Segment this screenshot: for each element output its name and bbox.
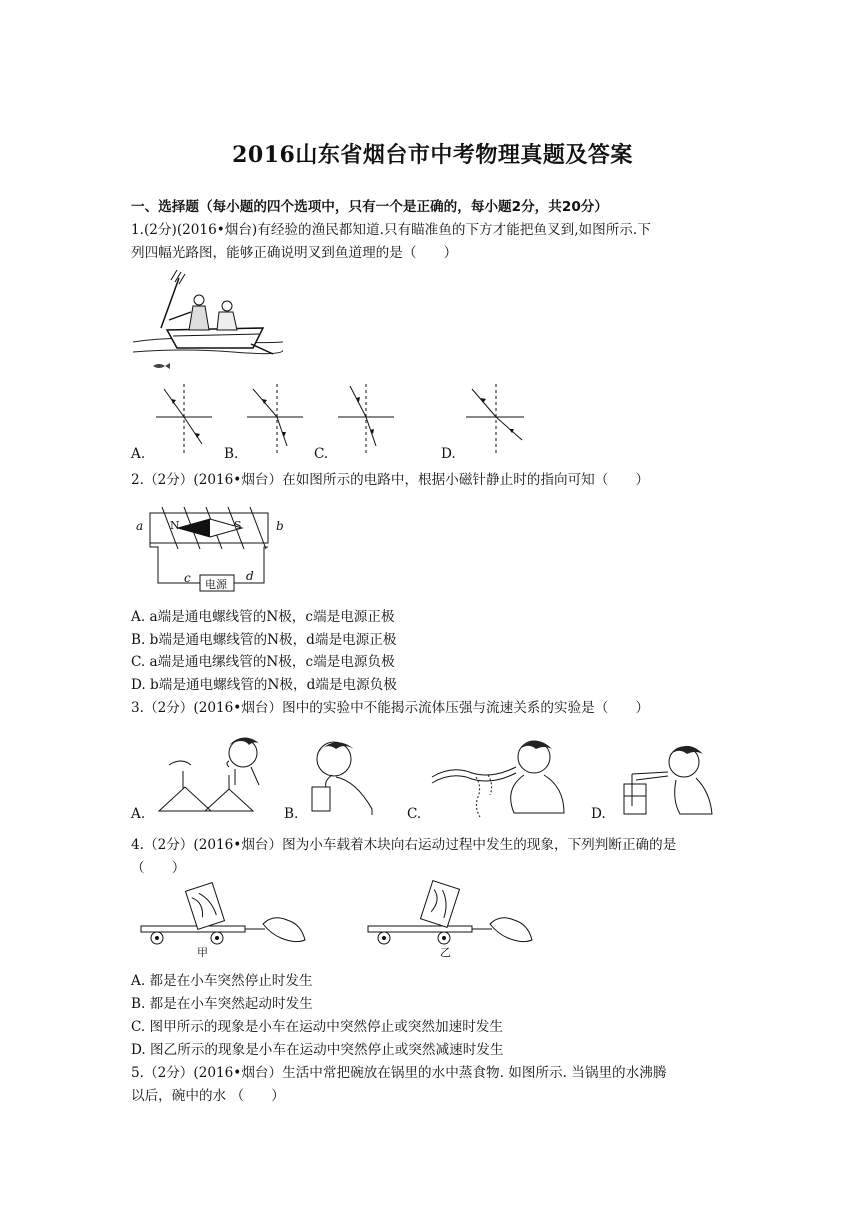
q1-option-b: B. xyxy=(224,446,239,462)
experiment-figure-a xyxy=(155,735,270,817)
figure-label-yi: 乙 xyxy=(440,946,451,959)
q4-option-c: C. 图甲所示的现象是小车在运动中突然停止或突然加速时发生 xyxy=(131,1019,503,1035)
figure-label-jia: 甲 xyxy=(197,946,208,959)
q1-option-c: C. xyxy=(314,446,329,462)
q2-option-d: D. b端是通电螺线管的N极，d端是电源负极 xyxy=(131,677,397,693)
q3-line-1: 3.（2分）(2016•烟台）图中的实验中不能揭示流体压强与流速关系的实验是（ ） xyxy=(131,700,650,716)
q4-line-2: （ ） xyxy=(131,860,186,876)
q1-option-a: A. xyxy=(131,446,146,462)
q3-option-c: C. xyxy=(407,806,422,822)
ray-diagram-c xyxy=(338,384,398,454)
q2-option-b: B. b端是通电螺线管的N极，d端是电源正极 xyxy=(131,632,397,648)
fisherman-boat-figure xyxy=(133,270,283,375)
ray-diagram-d xyxy=(466,384,528,454)
experiment-figure-b xyxy=(302,735,384,817)
q3-option-b: B. xyxy=(284,806,299,822)
section-heading: 一、选择题（每小题的四个选项中，只有一个是正确的，每小题2分，共20分） xyxy=(131,199,608,215)
terminal-d-label: d xyxy=(246,569,254,583)
experiment-figure-d xyxy=(620,740,716,822)
q1-line-2: 列四幅光路图，能够正确说明叉到鱼道理的是（ ） xyxy=(131,245,458,261)
experiment-figure-c xyxy=(428,733,568,819)
end-a-label: a xyxy=(136,519,144,533)
end-b-label: b xyxy=(276,519,284,533)
q2-line-1: 2.（2分）(2016•烟台）在如图所示的电路中，根据小磁针静止时的指向可知（ ） xyxy=(131,472,650,488)
q4-option-d: D. 图乙所示的现象是小车在运动中突然停止或突然减速时发生 xyxy=(131,1042,504,1058)
q1-option-d: D. xyxy=(441,446,456,462)
q5-line-2: 以后，碗中的水 （ ） xyxy=(131,1088,285,1104)
q1-line-1: 1.(2分)(2016•烟台)有经验的渔民都知道.只有瞄准鱼的下方才能把鱼叉到,如图所示.下 xyxy=(131,222,651,238)
q5-line-1: 5.（2分）(2016•烟台）生活中常把碗放在锅里的水中蒸食物. 如图所示. 当锅里的水沸腾 xyxy=(131,1065,667,1081)
q4-line-1: 4.（2分）(2016•烟台）图为小车载着木块向右运动过程中发生的现象，下列判断正确的是 xyxy=(131,837,677,853)
document-title: 2016山东省烟台市中考物理真题及答案 xyxy=(232,142,633,168)
q3-option-a: A. xyxy=(131,806,146,822)
cart-figure-left xyxy=(137,880,309,960)
solenoid-circuit-figure xyxy=(134,503,294,599)
terminal-c-label: c xyxy=(184,571,191,585)
needle-s-label: S xyxy=(234,519,242,532)
q2-option-a: A. a端是通电螺线管的N极，c端是电源正极 xyxy=(131,609,395,625)
needle-n-label: N xyxy=(170,519,180,532)
q4-option-b: B. 都是在小车突然起动时发生 xyxy=(131,996,313,1012)
q4-option-a: A. 都是在小车突然停止时发生 xyxy=(131,973,313,989)
q2-option-c: C. a端是通电缧线管的N极，c端是电源负极 xyxy=(131,654,395,670)
q3-option-d: D. xyxy=(591,806,606,822)
cart-figure-right xyxy=(364,880,536,960)
power-source-label: 电源 xyxy=(205,578,227,591)
ray-diagram-b xyxy=(247,384,307,454)
ray-diagram-a xyxy=(156,384,216,454)
